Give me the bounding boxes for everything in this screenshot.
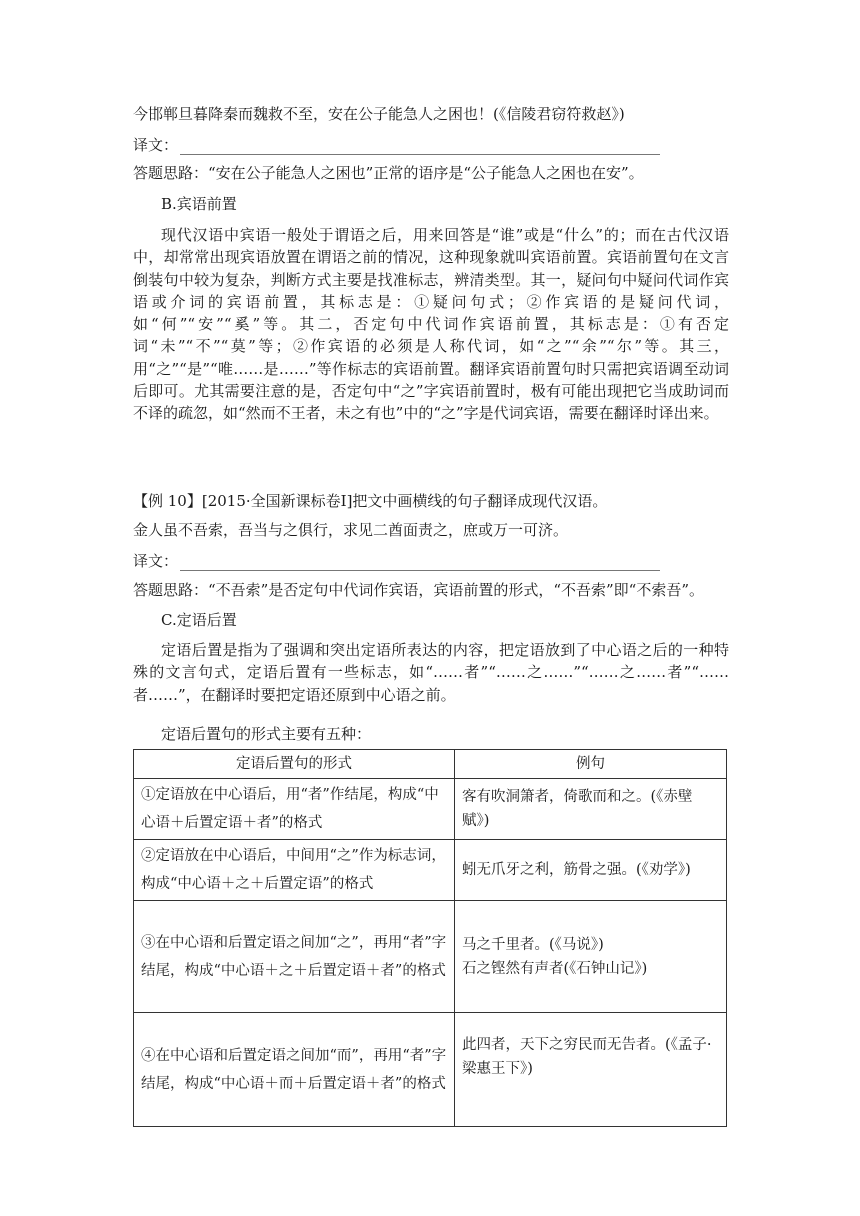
translation-blank-2[interactable] [180, 556, 660, 571]
table-cell-form: ③在中心语和后置定语之间加“之”，再用“者”字结尾，构成“中心语＋之＋后置定语＋者”的格式 [134, 901, 455, 1013]
table-row [134, 840, 727, 901]
table-cell-example: 客有吹洞箫者，倚歌而和之。(《赤壁赋》) [455, 779, 727, 840]
table-cell-form: ①定语放在中心语后，用“者”作结尾，构成“中心语＋后置定语＋者”的格式 [134, 779, 455, 840]
table-cell-form: ④在中心语和后置定语之间加“而”，再用“者”字结尾，构成“中心语＋而＋后置定语＋者”的格式 [134, 1013, 455, 1127]
attributive-postposition-table [133, 749, 727, 1127]
example-10-text: [2015·全国新课标卷Ⅰ]把文中画横线的句子翻译成现代汉语。 [201, 492, 608, 510]
translation-label-2: 译文： [133, 552, 179, 570]
section-b-title: B.宾语前置 [161, 195, 237, 213]
table-cell-example [455, 901, 727, 1013]
table-intro: 定语后置句的形式主要有五种： [161, 725, 372, 743]
translation-blank[interactable] [180, 140, 660, 155]
example-sentence: 今邯郸旦暮降秦而魏救不至，安在公子能急人之困也！(《信陵君窃符救赵》) [133, 105, 625, 123]
section-c-title: C.定语后置 [161, 611, 237, 629]
table-cell-example: 蚓无爪牙之利，筋骨之强。(《劝学》) [455, 840, 727, 901]
translation-label: 译文： [133, 136, 179, 154]
example-10-sentence: 金人虽不吾索，吾当与之俱行，求见二酋面责之，庶或万一可济。 [133, 521, 569, 539]
table-header-example: 例句 [455, 750, 727, 779]
answer-hint: 答题思路：“安在公子能急人之困也”正常的语序是“公子能急人之困也在安”。 [133, 164, 644, 182]
translation-line-2 [133, 551, 733, 571]
example-10-hint: 答题思路：“不吾索”是否定句中代词作宾语，宾语前置的形式，“不吾索”即“不索吾”。 [133, 581, 705, 599]
table-row [134, 779, 727, 840]
section-c-paragraph: 定语后置是指为了强调和突出定语所表达的内容，把定语放到了中心语之后的一种特殊的文言句式，定语后置有一些标志，如“……者”“……之……”“……之……者”“……者……”，在翻译时要把定语还原到中心语之前。 [133, 641, 729, 704]
table-header-row [134, 750, 727, 779]
example-10-heading [133, 491, 733, 511]
example-10-label: 【例 10】 [133, 492, 202, 510]
table-header-form: 定语后置句的形式 [134, 750, 455, 779]
table-cell-form: ②定语放在中心语后，中间用“之”作为标志词，构成“中心语＋之＋后置定语”的格式 [134, 840, 455, 901]
table-row [134, 1013, 727, 1127]
translation-line [133, 135, 733, 155]
example-line: 马之千里者。(《马说》) [462, 936, 604, 953]
table-row [134, 901, 727, 1013]
table-cell-example: 此四者，天下之穷民而无告者。(《孟子·梁惠王下》) [455, 1013, 727, 1127]
section-b-paragraph: 现代汉语中宾语一般处于谓语之后，用来回答是“谁”或是“什么”的；而在古代汉语中，却常常出现宾语放置在谓语之前的情况，这种现象就叫宾语前置。宾语前置句在文言倒装句中较为复杂，判断方式主要是找准标志，辨清类型。其一，疑问句中疑问代词作宾语或介词的宾语前置，其标志是：①疑问句式；②作宾语的是疑问代词，如“何”“安”“奚”等。其二，否定句中代词作宾语前置，其标志是：①有否定词“未”“不”“莫”等；②作宾语的必须是人称代词，如“之”“余”“尔”等。其三，用“之”“是”“唯……是……”等作标志的宾语前置。翻译宾语前置句时只需把宾语调至动词后即可。尤其需要注意的是，否定句中“之”字宾语前置时，极有可能出现把它当成助词而不译的疏忽，如“然而不王者，未之有也”中的“之”字是代词宾语，需要在翻译时译出来。 [133, 226, 729, 423]
example-line: 石之铿然有声者(《石钟山记》) [462, 960, 648, 977]
